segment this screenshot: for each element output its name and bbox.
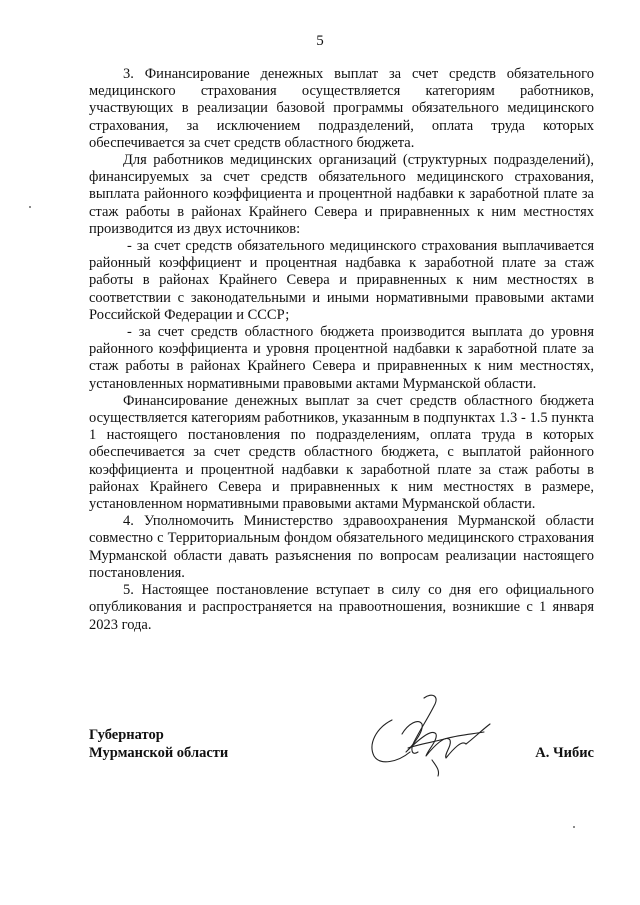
paragraph-item-4: 4. Уполномочить Министерство здравоохранения Мурманской области совместно с Территориальным фондом обязательного медицинского страхования Мурманской области давать разъяснения по вопросам реализации настоящего постановления. [89,513,594,581]
handwritten-signature [362,690,502,780]
paragraph-oms-source: - за счет средств обязательного медицинского страхования выплачивается районный коэффициент и процентная надбавка к заработной плате за стаж работы в районах Крайнего Севера и приравненных к ним местностях в соответствии с законодательными и иными нормативными правовыми актами Российской Федерации и СССР; [89,238,594,323]
signer-title [89,726,228,762]
paragraph-item-5: 5. Настоящее постановление вступает в силу со дня его официального опубликования и распространяется на правоотношения, возникшие с 1 января 2023 года. [89,582,594,633]
signer-name: А. Чибис [535,745,594,761]
scan-speck [29,206,31,208]
signer-title-line1: Губернатор [89,727,164,743]
paragraph-budget-financing: Финансирование денежных выплат за счет средств областного бюджета осуществляется категориям работников, указанным в подпунктах 1.3 - 1.5 пункта 1 настоящего постановления по подразделениям, оплата труда в которых обеспечивается за счет средств областного бюджета, с выплатой районного коэффициента и процентной надбавки к заработной плате за стаж работы в районах Крайнего Севера и приравненных к ним местностях в размере, установленном нормативными правовыми актами Мурманской области. [89,392,594,513]
paragraph-two-sources: Для работников медицинских организаций (структурных подразделений), финансируемых за счет средств обязательного медицинского страхования, выплата районного коэффициента и процентной надбавки к заработной плате за стаж работы в районах Крайнего Севера и приравненных к ним местностях производится из двух источников: [89,152,594,237]
page-number: 5 [316,33,324,49]
signer-title-line2: Мурманской области [89,745,229,761]
signature-block [89,726,594,786]
scan-speck [573,826,575,828]
paragraph-item-3: 3. Финансирование денежных выплат за счет средств обязательного медицинского страхования осуществляется категориям работников, участвующих в реализации базовой программы обязательного медицинского страхования, за исключением подразделений, оплата труда которых обеспечивается за счет средств областного бюджета. [89,66,594,151]
document-body [89,66,594,634]
paragraph-budget-source: - за счет средств областного бюджета производится выплата до уровня районного коэффициента и уровня процентной надбавки к заработной плате за стаж работы в районах Крайнего Севера и приравненных к ним местностях, установленных нормативными правовыми актами Мурманской области. [89,324,594,392]
